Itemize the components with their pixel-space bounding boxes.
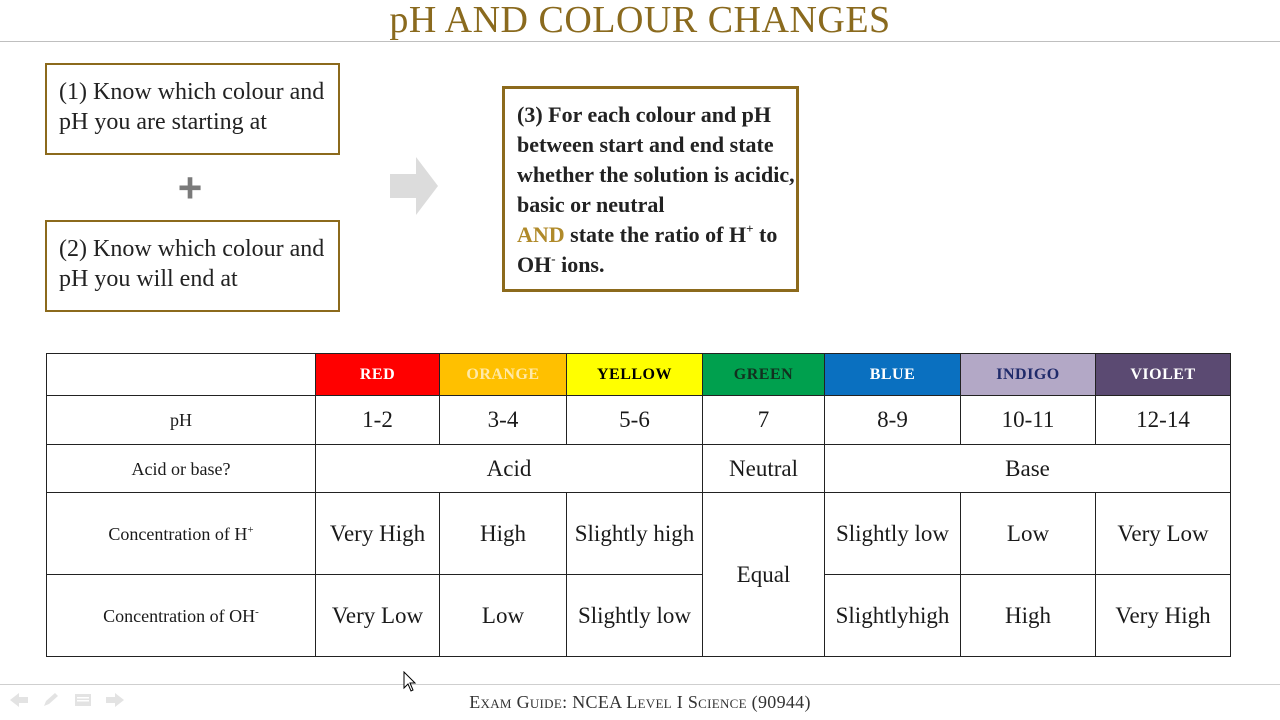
- neutral-cell: Neutral: [703, 445, 825, 493]
- footer-text: Exam Guide: NCEA Level I Science (90944): [469, 692, 811, 712]
- acid-base-row: [47, 445, 1231, 493]
- h-cell: High: [440, 493, 567, 575]
- oh-cell: Low: [440, 575, 567, 657]
- colour-header-blue: BLUE: [825, 354, 961, 396]
- step-3-text-2c: ions.: [555, 252, 605, 277]
- h-cell: Low: [961, 493, 1096, 575]
- step-1-box: (1) Know which colour and pH you are starting at: [45, 63, 340, 155]
- ph-cell: 1-2: [316, 396, 440, 445]
- ph-cell: 5-6: [567, 396, 703, 445]
- step-3-text-2b: to OH: [517, 222, 778, 277]
- right-arrow-icon: [390, 157, 438, 215]
- ph-colour-table: [46, 353, 1231, 657]
- page-title: pH AND COLOUR CHANGES: [389, 0, 891, 41]
- oh-cell: Slightly low: [567, 575, 703, 657]
- colour-header-green: GREEN: [703, 354, 825, 396]
- h-row-label-sup: +: [247, 523, 254, 536]
- equal-cell: Equal: [703, 493, 825, 657]
- colour-header-orange: ORANGE: [440, 354, 567, 396]
- colour-header-yellow: YELLOW: [567, 354, 703, 396]
- acid-base-row-label: Acid or base?: [47, 445, 316, 493]
- ph-cell: 10-11: [961, 396, 1096, 445]
- base-cell: Base: [825, 445, 1231, 493]
- footer-divider: [0, 684, 1280, 685]
- acid-cell: Acid: [316, 445, 703, 493]
- title-divider: [0, 41, 1280, 42]
- colour-header-indigo: INDIGO: [961, 354, 1096, 396]
- h-cell: Slightly low: [825, 493, 961, 575]
- oh-cell: Very High: [1096, 575, 1231, 657]
- colour-header-violet: VIOLET: [1096, 354, 1231, 396]
- h-row-label-text: Concentration of H: [108, 523, 248, 544]
- h-row-label: [47, 493, 316, 575]
- ph-cell: 7: [703, 396, 825, 445]
- step-3-text-2a: state the ratio of H: [564, 222, 747, 247]
- oh-cell: High: [961, 575, 1096, 657]
- h-plus-sup: +: [746, 221, 754, 236]
- nav-next-icon[interactable]: [104, 691, 126, 709]
- mouse-cursor-icon: [403, 671, 417, 693]
- step-3-text: (3) For each colour and pH between start and end state whether the solution is acidic, basic or neutral: [517, 102, 795, 217]
- ph-row: [47, 396, 1231, 445]
- step-3-and: AND: [517, 222, 565, 247]
- h-concentration-row: [47, 493, 1231, 575]
- step-3-box: [502, 86, 799, 292]
- oh-row-label-sup: -: [255, 605, 259, 618]
- ph-cell: 8-9: [825, 396, 961, 445]
- oh-cell: Slightlyhigh: [825, 575, 961, 657]
- h-cell: Very Low: [1096, 493, 1231, 575]
- step-2-box: (2) Know which colour and pH you will end at: [45, 220, 340, 312]
- ph-cell: 3-4: [440, 396, 567, 445]
- h-cell: Very High: [316, 493, 440, 575]
- colour-header-row: [47, 354, 1231, 396]
- h-cell: Slightly high: [567, 493, 703, 575]
- oh-concentration-row: [47, 575, 1231, 657]
- oh-row-label: [47, 575, 316, 657]
- ph-row-label: pH: [47, 396, 316, 445]
- colour-header-red: RED: [316, 354, 440, 396]
- oh-minus-sup: -: [551, 251, 556, 266]
- plus-icon: +: [177, 164, 203, 211]
- oh-cell: Very Low: [316, 575, 440, 657]
- slide-nav: [8, 690, 133, 710]
- nav-menu-icon[interactable]: [72, 691, 94, 709]
- ph-cell: 12-14: [1096, 396, 1231, 445]
- nav-pen-icon[interactable]: [40, 691, 62, 709]
- nav-prev-icon[interactable]: [8, 691, 30, 709]
- oh-row-label-text: Concentration of OH: [103, 605, 256, 626]
- header-blank-cell: [47, 354, 316, 396]
